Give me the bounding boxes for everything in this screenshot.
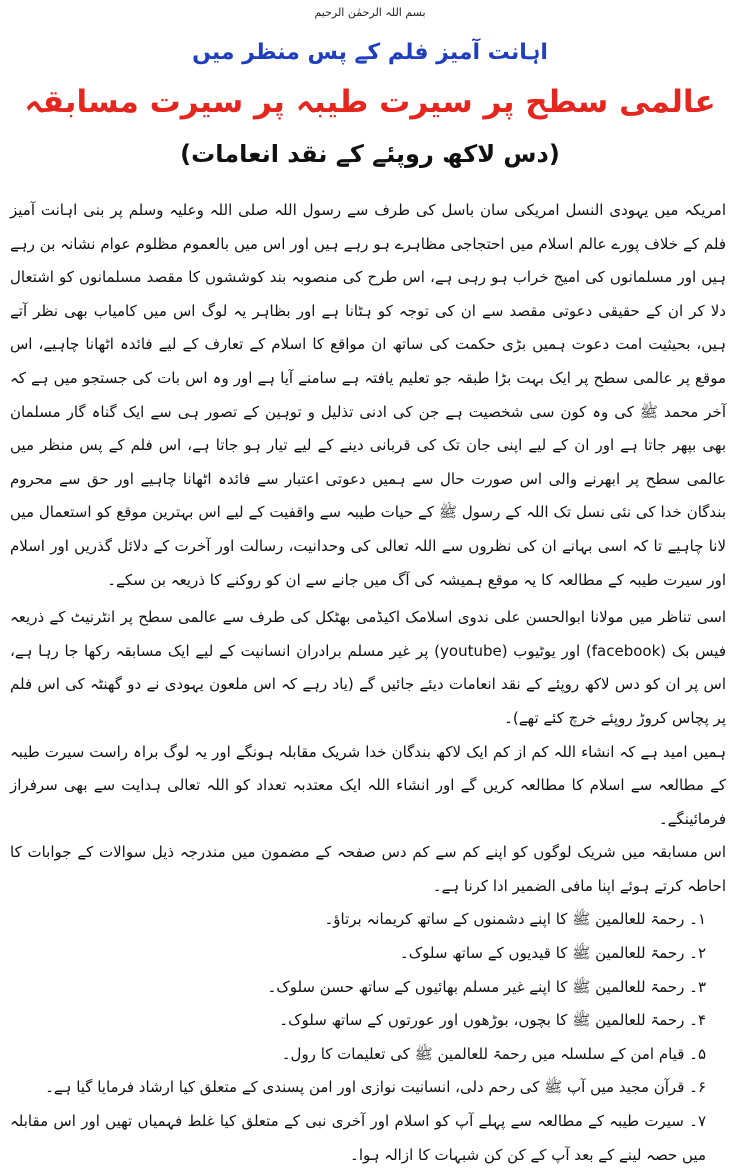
question-item: ۳۔ رحمۃ للعالمین ﷺ کا اپنے غیر مسلم بھائیوں کے ساتھ حسن سلوک۔ [267, 977, 706, 996]
paragraph-intro: امریکہ میں یہودی النسل امریکی سان باسل کی طرف سے رسول اللہ صلی اللہ وعلیہ وسلم پر بنی اہانت آمیز فلم کے خلاف پورے عالم اسلام میں احتجاجی مظاہرے ہو رہے ہیں اور اس میں بالعموم مظلوم عوام نشانہ بن رہے ہیں اور مسلمانوں کی امیج خراب ہو رہی ہے، اس طرح کی منصوبہ بند کوششوں کا مقصد مسلمانوں کو اشتعال دلا کر ان کے حقیقی دعوتی مقصد سے ان کی توجہ کو ہٹانا ہے اور بظاہر یہ لوگ اس میں کامیاب بھی نظر آتے ہیں، بحیثیت امت دعوت ہمیں بڑی حکمت کی ساتھ ان مواقع کا اسلام کے تعارف کے لیے فائدہ اٹھانا چاہیے، اس موقع پر عالمی سطح پر ایک بہت بڑا طبقہ جو تعلیم یافتہ ہے سامنے آیا ہے اور وہ اس بات کی جستجو میں ہے کہ آخر محمد ﷺ کی وہ کون سی شخصیت ہے جن کی ادنی تذلیل و توہین کے تصور ہی سے ایک گناہ گار مسلمان بھی بپھر جاتا ہے اور ان کے لیے اپنی جان تک کی قربانی دینے کے لیے تیار ہو جاتا ہے، اس فلم کے پس منظر میں عالمی سطح پر ابھرنے والی اس صورت حال سے ہمیں دعوتی اعتبار سے فائدہ اٹھانا چاہیے اور حق سے محروم بندگان خدا کی نئی نسل تک اللہ کے رسول ﷺ کے حیات طیبہ سے واقفیت کے لیے اس بہترین موقع کو استعمال میں لانا چاہیے تا کہ اسی بہانے ان کی نظروں سے اللہ تعالی کی وحدانیت، رسالت اور آخرت کے دلائل گذریں اور اسلام اور سیرت طیبہ کے مطالعہ کا یہ موقع ہمیشہ کی آگ میں جانے سے ان کو روکنے کا ذریعہ بن سکے۔ [10, 201, 726, 589]
paragraph-academy: اسی تناظر میں مولانا ابوالحسن علی ندوی اسلامک اکیڈمی بھٹکل کی طرف سے عالمی سطح پر انٹرنیٹ کے ذریعہ فیس بک (facebook) اور یوٹیوب (youtube) پر غیر مسلم برادران انسانیت کے لیے ایک مسابقہ رکھا جا رہا ہے، اس پر ان کو دس لاکھ روپئے کے نقد انعامات دیئے جائیں گے (یاد رہے کہ اس ملعون یہودی نے دو گھنٹہ کی اس فلم پر پچاس کروڑ روپئے خرچ کئے تھے)۔ [10, 608, 726, 727]
question-item: ۱۔ رحمۃ للعالمین ﷺ کا اپنے دشمنوں کے ساتھ کریمانہ برتاؤ۔ [324, 910, 706, 929]
bismillah-heading: بسم اللہ الرحمٰن الرحیم [314, 6, 426, 19]
document-title: عالمی سطح پر سیرت طیبہ پر سیرت مسابقہ [24, 84, 716, 120]
document-subtitle: اہانت آمیز فلم کے پس منظر میں [192, 40, 548, 65]
question-item: ۴۔ رحمۃ للعالمین ﷺ کا بچوں، بوڑھوں اور عورتوں کے ساتھ سلوک۔ [279, 1011, 706, 1030]
question-item: ۶۔ قرآن مجید میں آپ ﷺ کی رحم دلی، انسانیت نوازی اور امن پسندی کے متعلق کیا ارشاد فرمایا گیا ہے۔ [45, 1078, 706, 1097]
questions-list [10, 903, 726, 1172]
paragraph-instructions: اس مسابقہ میں شریک لوگوں کو اپنے کم سے کم دس صفحہ کے مضمون میں مندرجہ ذیل سوالات کے جوابات کا احاطہ کرتے ہوئے اپنا مافی الضمیر ادا کرنا ہے۔ [10, 843, 726, 895]
question-item: ۵۔ قیام امن کے سلسلہ میں رحمۃ للعالمین ﷺ کی تعلیمات کا رول۔ [281, 1044, 706, 1063]
question-item: ۷۔ سیرت طیبہ کے مطالعہ سے پہلے آپ کو اسلام اور آخری نبی کے متعلق کیا غلط فہمیاں تھیں اور اس مقابلہ میں حصہ لینے کے بعد آپ کے کن کن شبہات کا ازالہ ہوا۔ [10, 1112, 706, 1164]
document-body [10, 194, 726, 1172]
question-item: ۲۔ رحمۃ للعالمین ﷺ کا قیدیوں کے ساتھ سلوک۔ [399, 944, 706, 963]
paragraph-hope: ہمیں امید ہے کہ انشاء اللہ کم از کم ایک لاکھ بندگان خدا شریک مقابلہ ہونگے اور یہ لوگ براہ راست سیرت طیبہ کے مطالعہ سے اسلام کا مطالعہ کریں گے اور انشاء اللہ ایک معتدبہ تعداد کو اللہ تعالی ہدایت سے بھی سرفراز فرمائینگے۔ [10, 742, 726, 828]
prize-heading: (دس لاکھ روپئے کے نقد انعامات) [180, 140, 560, 168]
